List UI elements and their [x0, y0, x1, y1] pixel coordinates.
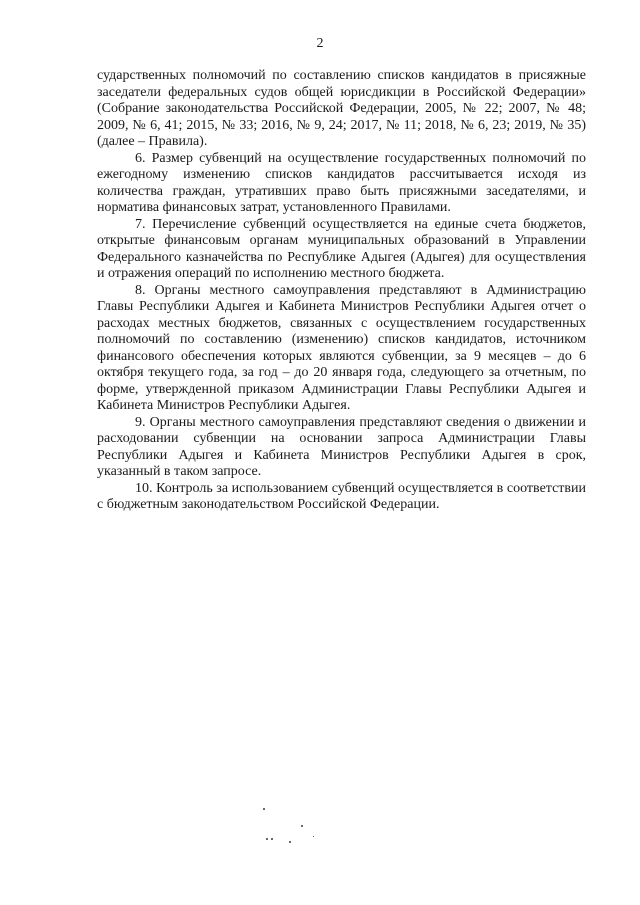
- scan-speck: [271, 838, 273, 840]
- scan-speck: [266, 838, 268, 840]
- paragraph-continuation: сударственных полномочий по составлению списков кандидатов в присяжные заседатели федеральных судов общей юрисдикции в Российской Федерации» (Собрание законодательства Российской Федерации, 2005, № 22; 2007, № 48; 2009, № 6, 41; 2015, № 33; 2016, № 9, 24; 2017, № 11; 2018, № 6, 23; 2019, № 35) (далее – Правила).: [97, 68, 586, 149]
- paragraph-9: 9. Органы местного самоуправления представляют сведения о движении и расходовании субвенции на основании запроса Администрации Главы Республики Адыгея и Кабинета Министров Республики Адыгея в срок, указанный в таком запросе.: [97, 414, 586, 479]
- page-number: 2: [316, 36, 324, 51]
- scan-speck: [263, 808, 265, 810]
- scan-speck: [313, 836, 314, 837]
- scan-speck: [301, 825, 303, 827]
- paragraph-7: 7. Перечисление субвенций осуществляется на единые счета бюджетов, открытые финансовым органам муниципальных образований в Управлении Федерального казначейства по Республике Адыгея (Адыгея) для осуществления и отражения операций по исполнению местного бюджета.: [97, 216, 586, 281]
- paragraph-10: 10. Контроль за использованием субвенций осуществляется в соответствии с бюджетным законодательством Российской Федерации.: [97, 480, 586, 512]
- document-body: [97, 68, 586, 514]
- scan-speck: [289, 841, 291, 843]
- paragraph-6: 6. Размер субвенций на осуществление государственных полномочий по ежегодному изменению списков кандидатов рассчитывается исходя из количества граждан, утративших право быть присяжными заседателями, и норматива финансовых затрат, установленного Правилами.: [97, 150, 586, 215]
- paragraph-8: 8. Органы местного самоуправления представляют в Администрацию Главы Республики Адыгея и Кабинета Министров Республики Адыгея отчет о расходах местных бюджетов, связанных с осуществлением государственных полномочий по составлению (изменению) списков кандидатов, источником финансового обеспечения которых являются субвенции, за 9 месяцев – до 6 октября текущего года, за год – до 20 января года, следующего за отчетным, по форме, утвержденной приказом Администрации Главы Республики Адыгея и Кабинета Министров Республики Адыгея.: [97, 282, 586, 413]
